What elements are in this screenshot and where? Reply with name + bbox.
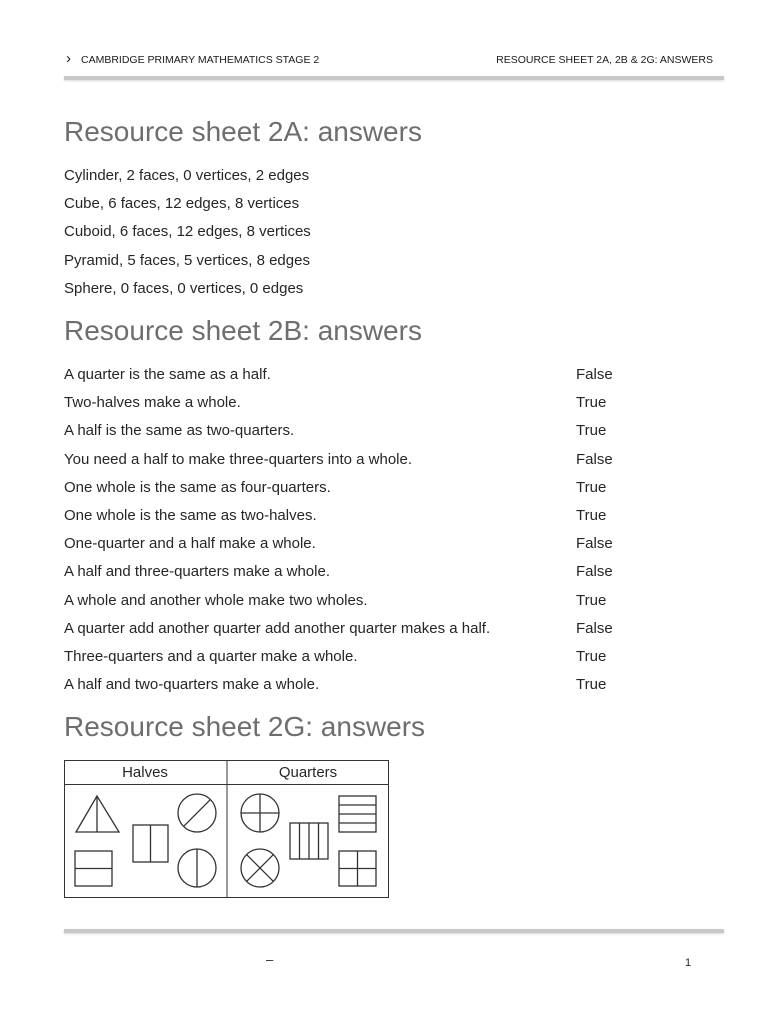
answer-value: False — [576, 619, 613, 637]
halved-rectangle — [75, 851, 112, 886]
halved-square — [133, 825, 168, 862]
sheet-2b-title: Resource sheet 2B: answers — [64, 315, 422, 346]
quartered-rectangle-horizontal — [339, 796, 376, 832]
statement-text: A quarter is the same as a half. — [64, 366, 271, 383]
statement-text: A half and three-quarters make a whole. — [64, 563, 330, 581]
answer-value: True — [576, 648, 607, 665]
statement-text: A half is the same as two-quarters. — [64, 422, 295, 440]
sheet-2a-line: Pyramid, 5 faces, 5 vertices, 8 edges — [64, 251, 310, 269]
header-right-title: RESOURCE SHEET 2A, 2B & 2G: ANSWERS — [496, 54, 713, 66]
quartered-circle-x — [241, 849, 279, 887]
answer-value: False — [576, 535, 613, 553]
sheet-2a-line: Cube, 6 faces, 12 edges, 8 vertices — [64, 195, 300, 213]
footer-dash: – — [266, 952, 274, 967]
quartered-square-grid — [339, 851, 376, 886]
answer-value: True — [576, 422, 607, 440]
halved-circle-diagonal — [178, 794, 216, 832]
page-header — [64, 50, 724, 70]
quartered-rectangle-vertical — [290, 823, 328, 859]
statement-text: You need a half to make three-quarters into a whole. — [64, 450, 413, 468]
sheet-2a-line: Cuboid, 6 faces, 12 edges, 8 vertices — [64, 223, 311, 241]
statement-text: A quarter add another quarter add another quarter makes a half. — [64, 619, 491, 637]
answer-value: False — [576, 563, 613, 581]
sheet-2a-title: Resource sheet 2A: answers — [64, 116, 422, 147]
quarters-header: Quarters — [278, 764, 338, 781]
sheet-2g-title: Resource sheet 2G: answers — [64, 711, 426, 742]
statement-text: One whole is the same as two-halves. — [64, 507, 317, 524]
answer-value: True — [576, 478, 607, 496]
answer-value: False — [576, 450, 613, 468]
header-rule — [64, 76, 724, 80]
statement-text: One whole is the same as four-quarters. — [64, 478, 331, 496]
quartered-circle-cross — [241, 794, 279, 832]
halves-quarters-table — [64, 760, 389, 898]
answer-value: True — [576, 507, 607, 524]
sheet-2a-line: Sphere, 0 faces, 0 vertices, 0 edges — [64, 279, 304, 297]
footer-rule — [64, 929, 724, 933]
answer-value: True — [576, 394, 607, 412]
halved-triangle — [76, 796, 119, 832]
halved-circle-vertical — [178, 849, 216, 887]
halves-header: Halves — [122, 764, 168, 781]
answer-value: True — [576, 591, 607, 609]
sheet-2a-line: Cylinder, 2 faces, 0 vertices, 2 edges — [64, 167, 310, 184]
answer-value: True — [576, 676, 607, 694]
statement-text: One-quarter and a half make a whole. — [64, 535, 316, 553]
answer-value: False — [576, 366, 613, 383]
statement-text: A whole and another whole make two wholes. — [64, 591, 368, 609]
chevron-right-icon: › — [66, 50, 71, 67]
statement-text: Two-halves make a whole. — [64, 394, 241, 412]
statement-text: Three-quarters and a quarter make a whole. — [64, 648, 358, 665]
page-number: 1 — [685, 957, 692, 969]
header-left-title: CAMBRIDGE PRIMARY MATHEMATICS STAGE 2 — [81, 54, 320, 66]
statement-text: A half and two-quarters make a whole. — [64, 676, 320, 694]
